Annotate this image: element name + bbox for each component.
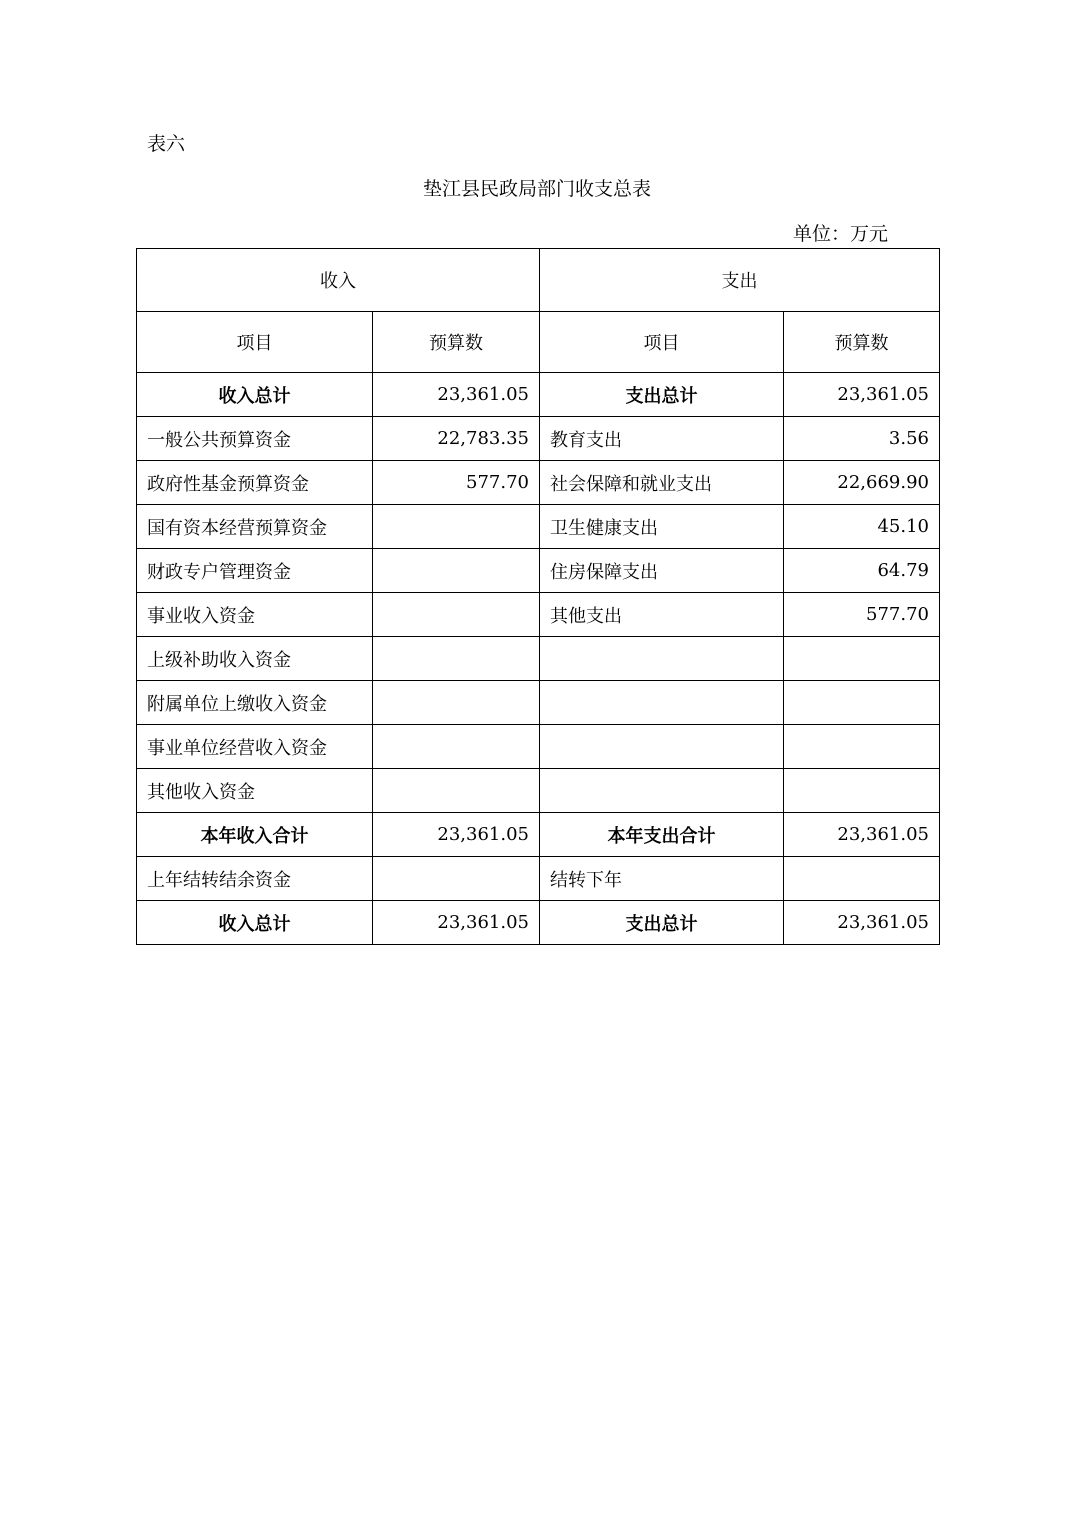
income-amount-cell: [373, 769, 540, 813]
expense-item-cell: 卫生健康支出: [540, 505, 784, 549]
table-row: [137, 857, 940, 901]
income-amount-cell: 23,361.05: [373, 813, 540, 857]
unit-label: 单位：万元: [793, 223, 889, 245]
expense-amount-cell: [784, 769, 940, 813]
income-amount-cell: [373, 725, 540, 769]
expense-amount-cell: 3.56: [784, 417, 940, 461]
expense-item-cell: [540, 769, 784, 813]
income-amount-cell: 23,361.05: [373, 901, 540, 945]
total-row: [137, 901, 940, 945]
expense-item-cell: 支出总计: [540, 901, 784, 945]
income-amount-cell: 22,783.35: [373, 417, 540, 461]
expense-item-cell: 本年支出合计: [540, 813, 784, 857]
expense-item-column-header: 项目: [540, 312, 784, 373]
expense-amount-cell: [784, 725, 940, 769]
income-item-cell: 本年收入合计: [137, 813, 373, 857]
income-amount-cell: [373, 505, 540, 549]
table-row: [137, 769, 940, 813]
table-row: [137, 461, 940, 505]
expense-item-cell: 其他支出: [540, 593, 784, 637]
expense-amount-cell: 23,361.05: [784, 901, 940, 945]
expense-amount-cell: 64.79: [784, 549, 940, 593]
table-row: [137, 505, 940, 549]
income-item-cell: 其他收入资金: [137, 769, 373, 813]
income-amount-cell: [373, 857, 540, 901]
income-item-column-header: 项目: [137, 312, 373, 373]
expense-item-cell: 结转下年: [540, 857, 784, 901]
total-row: [137, 373, 940, 417]
income-item-cell: 上年结转结余资金: [137, 857, 373, 901]
table-row: [137, 593, 940, 637]
expense-amount-cell: [784, 637, 940, 681]
expense-item-cell: [540, 637, 784, 681]
income-amount-cell: [373, 637, 540, 681]
income-item-cell: 收入总计: [137, 901, 373, 945]
budget-summary-table: [136, 248, 940, 945]
income-item-cell: 附属单位上缴收入资金: [137, 681, 373, 725]
table-row: [137, 417, 940, 461]
expense-item-cell: [540, 681, 784, 725]
table-row: [137, 725, 940, 769]
total-row: [137, 813, 940, 857]
expense-group-header: 支出: [540, 249, 940, 312]
table-row: [137, 637, 940, 681]
expense-amount-column-header: 预算数: [784, 312, 940, 373]
income-item-cell: 上级补助收入资金: [137, 637, 373, 681]
income-item-cell: 政府性基金预算资金: [137, 461, 373, 505]
expense-amount-cell: 23,361.05: [784, 813, 940, 857]
income-amount-cell: [373, 681, 540, 725]
table-number-label: 表六: [147, 133, 186, 155]
expense-amount-cell: 45.10: [784, 505, 940, 549]
column-header-row: [137, 312, 940, 373]
expense-amount-cell: 577.70: [784, 593, 940, 637]
expense-item-cell: [540, 725, 784, 769]
income-item-cell: 事业收入资金: [137, 593, 373, 637]
income-amount-cell: 577.70: [373, 461, 540, 505]
income-item-cell: 收入总计: [137, 373, 373, 417]
group-header-row: [137, 249, 940, 312]
table-row: [137, 549, 940, 593]
income-item-cell: 财政专户管理资金: [137, 549, 373, 593]
income-item-cell: 一般公共预算资金: [137, 417, 373, 461]
expense-item-cell: 住房保障支出: [540, 549, 784, 593]
expense-amount-cell: 22,669.90: [784, 461, 940, 505]
expense-amount-cell: 23,361.05: [784, 373, 940, 417]
income-item-cell: 事业单位经营收入资金: [137, 725, 373, 769]
income-group-header: 收入: [137, 249, 540, 312]
income-item-cell: 国有资本经营预算资金: [137, 505, 373, 549]
expense-amount-cell: [784, 857, 940, 901]
income-amount-cell: [373, 549, 540, 593]
expense-item-cell: 教育支出: [540, 417, 784, 461]
expense-item-cell: 社会保障和就业支出: [540, 461, 784, 505]
table-row: [137, 681, 940, 725]
income-amount-column-header: 预算数: [373, 312, 540, 373]
document-title: 垫江县民政局部门收支总表: [422, 178, 651, 200]
expense-amount-cell: [784, 681, 940, 725]
income-amount-cell: 23,361.05: [373, 373, 540, 417]
income-amount-cell: [373, 593, 540, 637]
expense-item-cell: 支出总计: [540, 373, 784, 417]
